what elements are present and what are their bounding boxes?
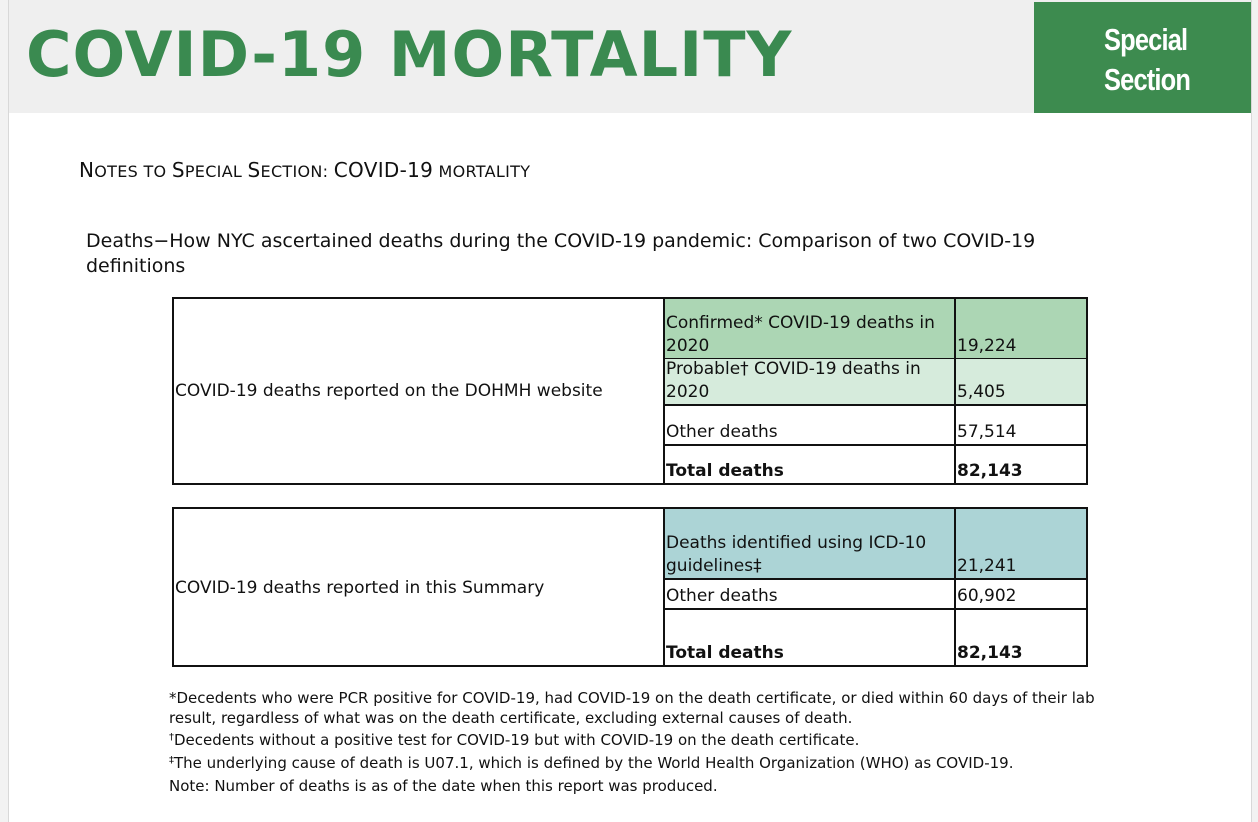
table-cell-value: 5,405 bbox=[954, 358, 1086, 404]
row-label: Total deaths bbox=[666, 461, 784, 481]
footnote-note: Note: Number of deaths is as of the date when this report was produced. bbox=[169, 777, 718, 795]
row-label: Other deaths bbox=[666, 422, 778, 442]
footnote-probable: †Decedents without a positive test for COVID-19 but with COVID-19 on the death certificate. bbox=[169, 731, 860, 749]
row-label: Confirmed* COVID-19 deaths in 2020 bbox=[666, 313, 935, 356]
table-row-label: COVID-19 deaths reported in this Summary bbox=[175, 578, 545, 598]
row-label: Deaths identified using ICD-10 guidelines‡ bbox=[666, 533, 927, 576]
footnote-confirmed: *Decedents who were PCR positive for COVID-19, had COVID-19 on the death certificate, or died within 60 days of their lab result, regardless of what was on the death certificate, excluding external causes of death. bbox=[169, 689, 1095, 727]
summary-deaths-table bbox=[172, 507, 1088, 667]
row-label: Other deaths bbox=[666, 586, 778, 606]
table-cell-value: 21,241 bbox=[954, 509, 1086, 578]
table-cell-value: 82,143 bbox=[954, 444, 1086, 483]
dohmh-deaths-table bbox=[172, 297, 1088, 485]
table-cell-value: 82,143 bbox=[954, 608, 1086, 665]
table-row bbox=[663, 578, 954, 608]
table-row bbox=[663, 358, 954, 404]
table-row-total bbox=[663, 608, 954, 665]
footnote-icd: ‡The underlying cause of death is U07.1, which is defined by the World Health Organization (WHO) as COVID-19. bbox=[169, 753, 1014, 772]
special-section-badge bbox=[1034, 2, 1251, 113]
badge-line-2: Section bbox=[1104, 62, 1191, 97]
row-label: Total deaths bbox=[666, 643, 784, 663]
table-cell-value: 19,224 bbox=[954, 299, 1086, 358]
row-label: Probable† COVID-19 deaths in 2020 bbox=[666, 359, 921, 402]
table-row bbox=[663, 509, 954, 578]
table-row-label: COVID-19 deaths reported on the DOHMH website bbox=[175, 381, 603, 401]
badge-line-1: Special bbox=[1104, 22, 1188, 57]
notes-heading: NOTES TO SPECIAL SECTION: COVID-19 MORTALITY bbox=[79, 158, 531, 182]
table-row bbox=[663, 299, 954, 358]
table-cell-value: 57,514 bbox=[954, 404, 1086, 444]
page bbox=[8, 0, 1252, 822]
footnotes bbox=[169, 689, 1109, 797]
table-row bbox=[663, 404, 954, 444]
page-title: COVID-19 MORTALITY bbox=[26, 18, 793, 91]
table-cell-value: 60,902 bbox=[954, 578, 1086, 608]
table-title: Deaths−How NYC ascertained deaths during the COVID-19 pandemic: Comparison of two COVID-19 definitions bbox=[86, 230, 1036, 277]
table-row-total bbox=[663, 444, 954, 483]
